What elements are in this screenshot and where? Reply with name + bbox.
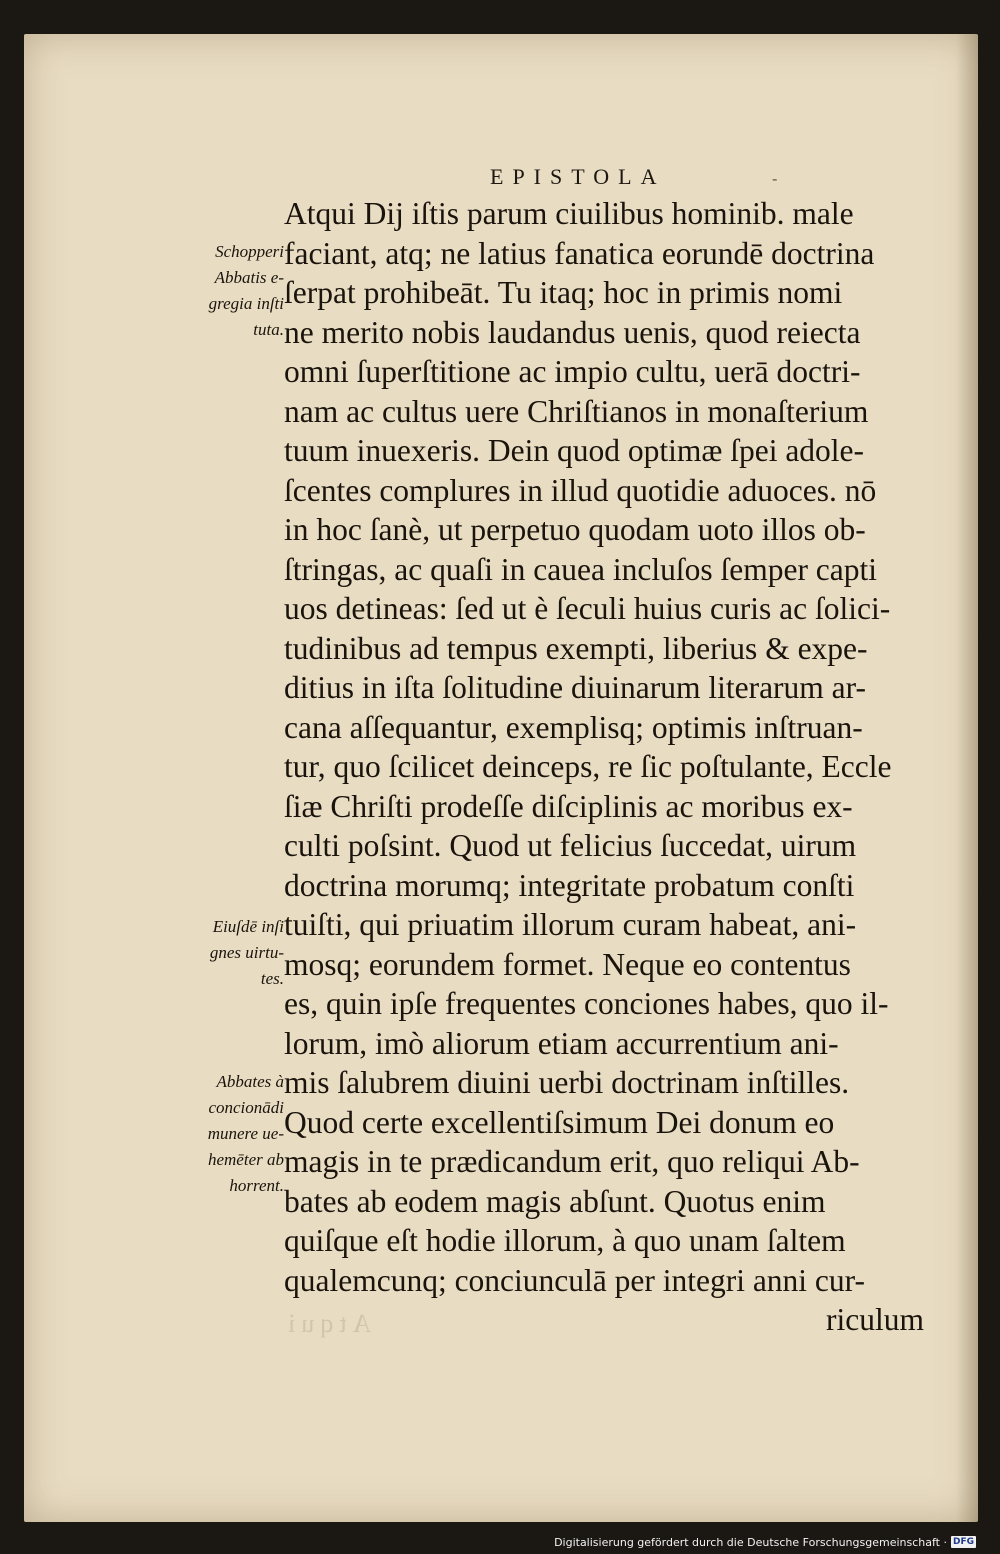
margin-note-line: hemēter ab [207,1150,284,1169]
text-line: culti poſsint. Quod ut felicius ſuccedat, uirum [284,828,857,863]
text-line: omni ſuperſtitione ac impio cultu, uerā doctri- [284,354,861,389]
text-line: ſerpat prohibeāt. Tu itaq; hoc in primis nomi [284,275,843,310]
margin-note-line: Abbatis e- [214,268,284,287]
text-line: ditius in iſta ſolitudine diuinarum literarum ar- [284,670,866,705]
text-line: uos detineas: ſed ut è ſeculi huius curis ac ſolici- [284,591,891,626]
catchword: riculum [826,1302,924,1337]
text-line: faciant, atq; ne latius fanatica eorundē doctrina [284,235,875,271]
margin-note [149,914,284,992]
footer-text: Digitalisierung gefördert durch die Deutsche Forschungsgemeinschaft · [554,1535,947,1549]
text-line: qualemcunq; conciunculā per integri anni cur- [284,1262,866,1298]
margin-note-line: Abbates à [216,1072,284,1091]
book-page [24,34,978,1522]
text-line: quiſque eſt hodie illorum, à quo unam ſaltem [284,1223,846,1258]
text-line: ne merito nobis laudandus uenis, quod reiecta [284,314,861,350]
text-line: tur, quo ſcilicet deinceps, re ſic poſtulante, Eccle [284,749,892,784]
main-text-block [284,194,944,1340]
running-head: EPISTOLA [490,164,666,189]
text-line: nam ac cultus uere Chriſtianos in monaſterium [284,393,869,429]
text-line: ſcentes complures in illud quotidie aduoces. nō [284,472,877,508]
footer-credit [554,1530,976,1554]
text-line: magis in te prædicandum erit, quo reliqui Ab- [284,1144,860,1179]
margin-note [149,1069,284,1199]
text-line: lorum, imò aliorum etiam accurrentium ani- [284,1025,839,1061]
margin-note [149,239,284,343]
margin-note-line: horrent. [229,1176,284,1195]
text-line: tudinibus ad tempus exempti, liberius & expe- [284,630,868,666]
text-line: in hoc ſanè, ut perpetuo quodam uoto illos ob- [284,512,866,547]
margin-note-line: Eiuſdē inſi [212,917,284,936]
text-line: ſtringas, ac quaſi in cauea incluſos ſemper capti [284,551,878,587]
margin-note-line: tuta. [253,320,284,339]
dfg-logo-icon: DFG [952,1537,974,1547]
margin-note-line: gnes uirtu- [209,943,284,962]
text-line: mosq; eorundem formet. Neque eo contentus [284,946,851,982]
text-line: es, quin ipſe frequentes conciones habes, quo il- [284,986,889,1021]
margin-note-line: munere ue- [207,1124,284,1143]
margin-note-line: concionādi [208,1098,284,1117]
margin-note-line: gregia inſti [208,294,284,313]
text-line: doctrina morumq; integritate probatum conſti [284,867,855,903]
text-line: tuum inuexeris. Dein quod optimæ ſpei adole- [284,433,865,468]
text-line: ſiæ Chriſti prodeſſe diſciplinis ac moribus ex- [284,788,853,824]
running-head-mark: - [772,169,778,188]
text-line: tuiſti, qui priuatim illorum curam habeat, ani- [284,907,857,942]
bleed-through-text: Atqui [282,1309,372,1338]
text-line: cana aſſequantur, exemplisq; optimis inſtruan- [284,709,863,745]
text-line: Atqui Dij iſtis parum ciuilibus hominib. male [284,196,854,231]
text-line: bates ab eodem magis abſunt. Quotus enim [284,1183,826,1219]
text-line: mis ſalubrem diuini uerbi doctrinam inſtilles. [284,1065,850,1100]
text-line: Quod certe excellentiſsimum Dei donum eo [284,1104,835,1140]
margin-note-line: Schopperi [215,242,284,261]
margin-note-line: tes. [260,969,284,988]
